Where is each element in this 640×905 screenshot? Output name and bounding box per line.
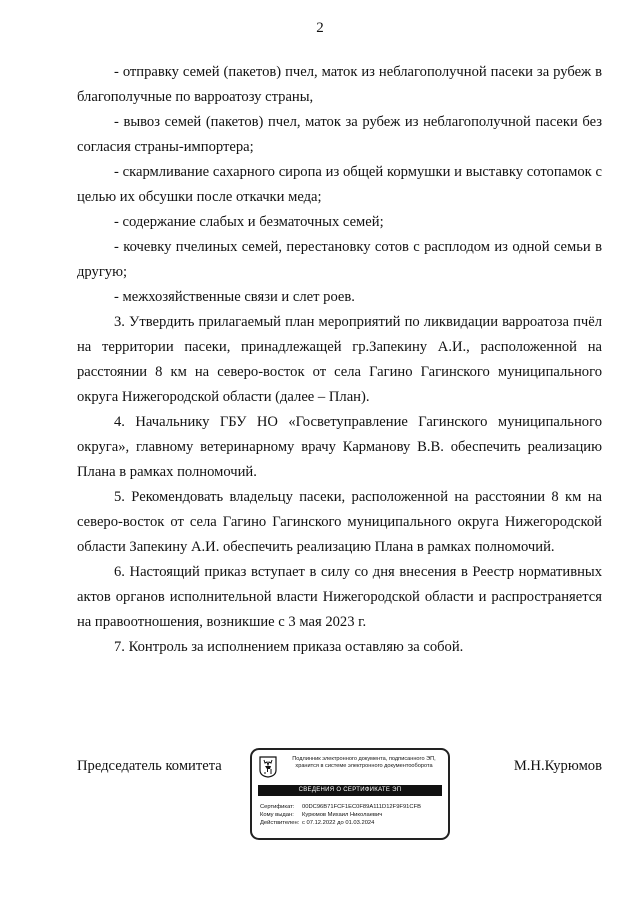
stamp-note: Подлинник электронного документа, подписанного ЭП, хранится в системе электронного документооборота — [292, 756, 436, 769]
paragraph: 4. Начальнику ГБУ НО «Госветуправление Гагинского муниципального округа», главному ветеринарному врачу Карманову В.В. обеспечить реализацию Плана в рамках полномочий. — [77, 414, 602, 480]
document-body — [77, 60, 602, 660]
paragraph: - вывоз семей (пакетов) пчел, маток за рубеж из неблагополучной пасеки без согласия страны-импортера; — [77, 114, 602, 155]
paragraph: 7. Контроль за исполнением приказа оставляю за собой. — [114, 639, 464, 655]
paragraph: - скармливание сахарного сиропа из общей кормушки и выставку сотопамок с целью их обсушки после откачки меда; — [77, 164, 602, 205]
paragraph: - кочевку пчелиных семей, перестановку сотов с расплодом из одной семьи в другую; — [77, 239, 602, 280]
paragraph: - межхозяйственные связи и слет роев. — [114, 289, 355, 305]
signature-block — [77, 748, 602, 848]
validity-row — [260, 819, 421, 827]
paragraph: - отправку семей (пакетов) пчел, маток из неблагополучной пасеки за рубеж в благополучные по варроатозу страны, — [77, 64, 602, 105]
issued-to-label: Кому выдан: — [260, 812, 294, 818]
deer-emblem-icon — [259, 756, 277, 778]
validity-label: Действителен: — [260, 820, 300, 826]
paragraph: 6. Настоящий приказ вступает в силу со дня внесения в Реестр нормативных актов органов исполнительной власти Нижегородской области и распространяется на правоотношения, возникшие с 3 мая 2023 г. — [77, 564, 602, 630]
stamp-band: СВЕДЕНИЯ О СЕРТИФИКАТЕ ЭП — [258, 785, 442, 796]
signatory-title: Председатель комитета — [77, 758, 222, 774]
certificate-label: Сертификат: — [260, 804, 295, 810]
paragraph: 5. Рекомендовать владельцу пасеки, расположенной на расстоянии 8 км на северо-восток от села Гагино Гагинского муниципального округа Нижегородской области Запекину А.И. обеспечить реализацию Плана в рамках полномочий. — [77, 489, 602, 555]
certificate-row — [260, 803, 421, 811]
certificate-value: 00DC96B71FCF1EC0F89A111D12F9F91CFB — [302, 804, 421, 810]
electronic-signature-stamp — [250, 748, 450, 840]
paragraph: - содержание слабых и безматочных семей; — [114, 214, 384, 230]
issued-to-row — [260, 811, 421, 819]
certificate-details — [260, 803, 421, 827]
page-number: 2 — [316, 20, 324, 36]
signatory-name: М.Н.Курюмов — [513, 758, 602, 774]
validity-value: с 07.12.2022 до 01.03.2024 — [302, 820, 375, 826]
paragraph: 3. Утвердить прилагаемый план мероприятий по ликвидации варроатоза пчёл на территории пасеки, принадлежащей гр.Запекину А.И., расположенной на расстоянии 8 км на северо-восток от села Гагино Гагинского муниципального округа Нижегородской области (далее – План). — [77, 314, 602, 405]
issued-to-value: Курюмов Михаил Николаевич — [302, 812, 383, 818]
